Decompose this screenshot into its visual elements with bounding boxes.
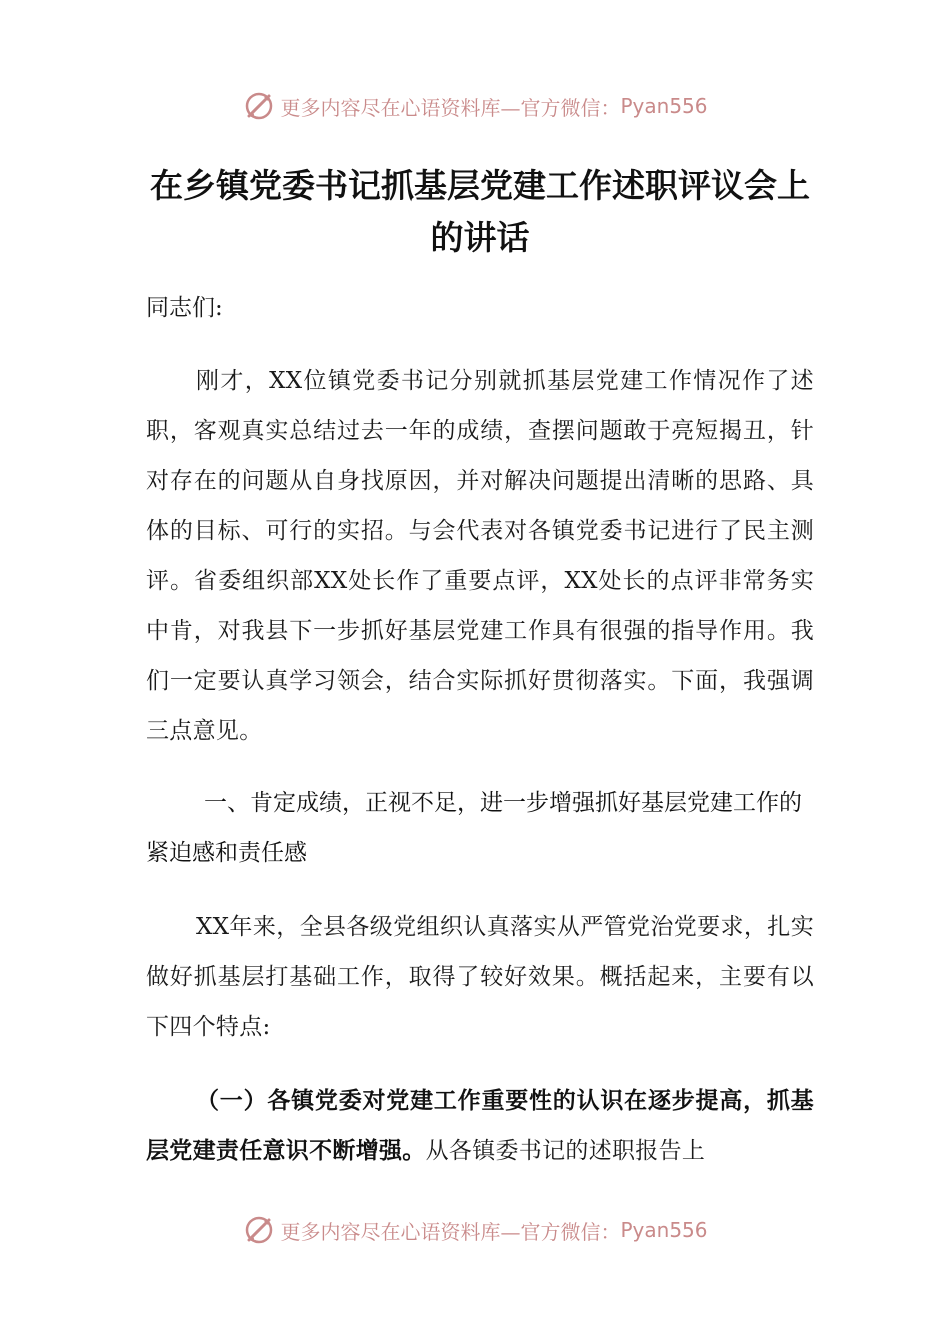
document-title: 在乡镇党委书记抓基层党建工作述职评议会上的讲话 <box>150 166 810 257</box>
paragraph-intro: 刚才，XX位镇党委书记分别就抓基层党建工作情况作了述职，客观真实总结过去一年的成绩，查摆问题敢于亮短揭丑，针对存在的问题从自身找原因，并对解决问题提出清晰的思路、具体的目标、可行的实招。与会代表对各镇党委书记进行了民主测评。省委组织部XX处长作了重要点评，XX处长的点评非常务实中肯，对我县下一步抓好基层党建工作具有很强的指导作用。我们一定要认真学习领会，结合实际抓好贯彻落实。下面，我强调三点意见。 <box>146 368 814 744</box>
point-1-lead: （一）各镇党委对党建工作重要性的认识在逐步提高，抓基层党建责任意识不断增强。 <box>146 1087 814 1164</box>
banner-wechat-id: Pyan556 <box>620 94 708 118</box>
footer-banner <box>0 1208 950 1252</box>
banner-text: 更多内容尽在心语资料库—官方微信： <box>280 1219 621 1244</box>
paragraph-achievements: XX年来，全县各级党组织认真落实从严管党治党要求，扎实做好抓基层打基础工作，取得了较好效果。概括起来，主要有以下四个特点: <box>146 914 814 1040</box>
point-1-text: 从各镇委书记的述职报告上 <box>425 1138 706 1164</box>
banner-text: 更多内容尽在心语资料库—官方微信： <box>280 95 621 120</box>
banner-wechat-id: Pyan556 <box>620 1218 708 1242</box>
greeting: 同志们: <box>146 295 223 321</box>
paragraph-point-1 <box>146 1076 814 1176</box>
pen-logo-icon <box>242 89 276 123</box>
section-heading-1: 一、肯定成绩，正视不足，进一步增强抓好基层党建工作的紧迫感和责任感 <box>146 790 802 866</box>
pen-logo-icon <box>242 1213 276 1247</box>
header-banner <box>0 84 950 128</box>
